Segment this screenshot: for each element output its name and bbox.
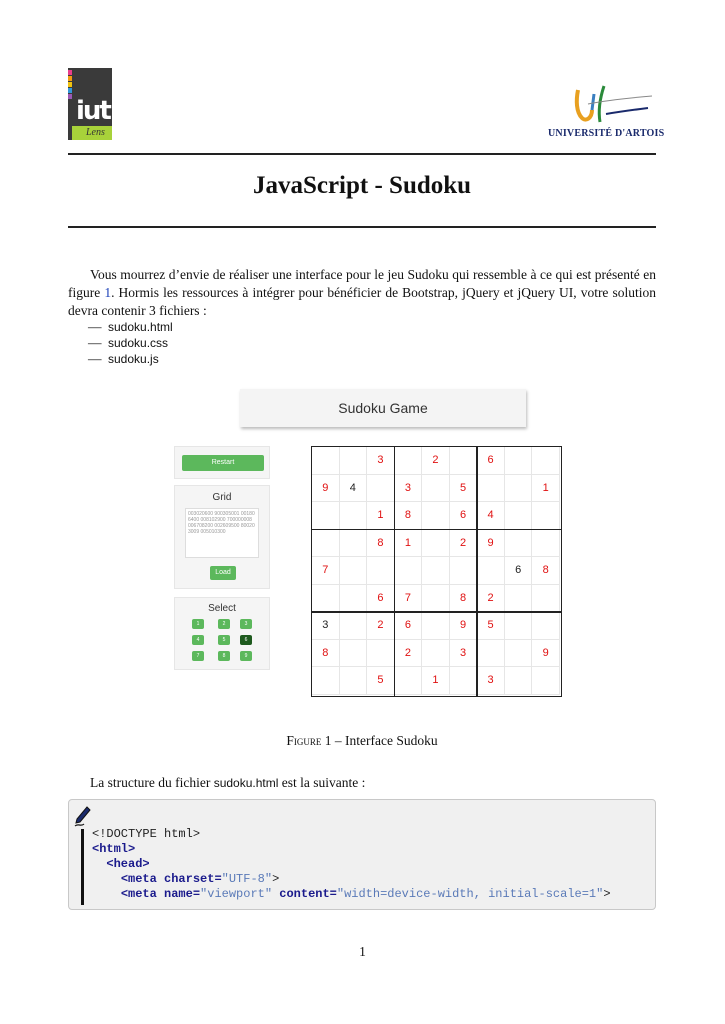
sudoku-cell[interactable]: 1	[532, 475, 560, 503]
sudoku-board	[311, 446, 562, 697]
file-name: sudoku.html	[213, 776, 279, 790]
sudoku-cell[interactable]	[450, 557, 478, 585]
sudoku-cell[interactable]: 3	[367, 447, 395, 475]
select-panel	[174, 597, 270, 670]
code-line	[92, 827, 200, 842]
sudoku-cell[interactable]	[422, 640, 450, 668]
sudoku-cell[interactable]	[505, 585, 533, 613]
sudoku-cell[interactable]	[477, 557, 505, 585]
logo-stripe	[68, 88, 72, 93]
sudoku-cell[interactable]: 5	[477, 612, 505, 640]
sudoku-cell[interactable]	[532, 530, 560, 558]
sudoku-cell[interactable]	[532, 585, 560, 613]
header-rule	[68, 153, 656, 155]
page-number: 1	[359, 944, 366, 959]
sudoku-cell[interactable]	[505, 475, 533, 503]
sudoku-cell[interactable]: 9	[312, 475, 340, 503]
structure-text: La structure du fichier	[90, 775, 214, 790]
number-button-5[interactable]: 5	[218, 635, 230, 645]
select-panel-title: Select	[208, 603, 236, 614]
file-name: sudoku.js	[108, 352, 159, 366]
sudoku-cell[interactable]: 6	[367, 585, 395, 613]
sudoku-cell[interactable]	[340, 585, 368, 613]
number-button-4[interactable]: 4	[192, 635, 204, 645]
restart-panel	[174, 446, 270, 479]
sudoku-cell[interactable]	[367, 557, 395, 585]
sudoku-cell[interactable]: 6	[505, 557, 533, 585]
box-divider	[476, 447, 478, 696]
sudoku-cell[interactable]	[422, 585, 450, 613]
sudoku-cell[interactable]	[395, 447, 423, 475]
code-value: "viewport"	[200, 887, 273, 901]
sudoku-cell[interactable]: 8	[395, 502, 423, 530]
sudoku-cell[interactable]	[395, 557, 423, 585]
sudoku-cell[interactable]: 4	[340, 475, 368, 503]
grid-panel-title: Grid	[212, 492, 232, 503]
intro-paragraph	[68, 266, 656, 320]
number-button-2[interactable]: 2	[218, 619, 230, 629]
sudoku-cell[interactable]: 9	[450, 612, 478, 640]
number-button-3[interactable]: 3	[240, 619, 252, 629]
sudoku-cell[interactable]	[312, 667, 340, 695]
pen-icon	[73, 806, 91, 828]
sudoku-cell[interactable]: 8	[312, 640, 340, 668]
code-attr: content=	[272, 887, 337, 901]
sudoku-cell[interactable]: 3	[450, 640, 478, 668]
sudoku-cell[interactable]: 3	[477, 667, 505, 695]
sudoku-cell[interactable]: 2	[395, 640, 423, 668]
sudoku-cell[interactable]: 7	[312, 557, 340, 585]
sudoku-cell[interactable]	[340, 530, 368, 558]
sudoku-cell[interactable]: 9	[532, 640, 560, 668]
page-title: JavaScript - Sudoku	[252, 172, 472, 199]
grid-textarea[interactable]: 003020600 900305001 001806400 008102900 700000008 006708200 002609500 800203009 005010300	[185, 508, 259, 558]
sudoku-cell[interactable]	[367, 640, 395, 668]
load-button[interactable]: Load	[210, 566, 236, 580]
caption-separator: –	[331, 733, 346, 748]
sudoku-cell[interactable]	[340, 557, 368, 585]
sudoku-cell[interactable]	[340, 447, 368, 475]
number-button-9[interactable]: 9	[240, 651, 252, 661]
caption-text: Interface Sudoku	[345, 733, 438, 748]
sudoku-cell[interactable]: 3	[312, 612, 340, 640]
intro-text: Vous mourrez d’envie de réaliser une interface pour le jeu Sudoku qui ressemble à ce qui est présenté en figure	[68, 267, 656, 300]
code-value: "UTF-8"	[221, 872, 273, 886]
code-tag-close: >	[272, 872, 280, 886]
code-line	[92, 857, 150, 872]
sudoku-cell[interactable]	[340, 502, 368, 530]
number-button-6[interactable]: 6	[240, 635, 252, 645]
sudoku-cell[interactable]	[505, 667, 533, 695]
box-divider	[394, 447, 396, 696]
sudoku-cell[interactable]	[505, 502, 533, 530]
sudoku-cell[interactable]	[505, 640, 533, 668]
sudoku-cell[interactable]: 6	[450, 502, 478, 530]
code-line	[92, 887, 611, 902]
logo-stripe	[68, 70, 72, 75]
sudoku-cell[interactable]	[505, 447, 533, 475]
code-margin-bar	[81, 829, 84, 905]
code-tag-close: >	[603, 887, 611, 901]
sudoku-cell[interactable]: 4	[477, 502, 505, 530]
restart-button[interactable]: Restart	[182, 455, 264, 471]
code-doctype: <!DOCTYPE html>	[92, 827, 201, 841]
iut-logo-subtext: Lens	[72, 126, 112, 140]
sudoku-cell[interactable]: 8	[450, 585, 478, 613]
code-value: "width=device-width, initial-scale=1"	[336, 887, 604, 901]
sudoku-cell[interactable]	[422, 612, 450, 640]
sudoku-cell[interactable]	[422, 502, 450, 530]
sudoku-cell[interactable]: 1	[422, 667, 450, 695]
title-rule	[68, 226, 656, 228]
code-tag: <meta	[120, 872, 165, 886]
sudoku-cell[interactable]	[340, 640, 368, 668]
sudoku-cell[interactable]	[532, 447, 560, 475]
list-dash: —	[88, 351, 102, 366]
sudoku-cell[interactable]	[395, 667, 423, 695]
code-attr: charset=	[164, 872, 222, 886]
list-dash: —	[88, 319, 102, 334]
sudoku-cell[interactable]	[532, 612, 560, 640]
file-name: sudoku.css	[108, 336, 169, 350]
sudoku-cell[interactable]: 6	[395, 612, 423, 640]
file-name: sudoku.html	[108, 320, 173, 334]
figure-link[interactable]: 1	[104, 285, 112, 300]
sudoku-cell[interactable]	[312, 447, 340, 475]
sudoku-cell[interactable]: 5	[367, 667, 395, 695]
sudoku-cell[interactable]: 9	[477, 530, 505, 558]
logo-stripe	[68, 76, 72, 81]
list-item	[88, 350, 159, 368]
sudoku-cell[interactable]	[450, 667, 478, 695]
game-title: Sudoku Game	[240, 389, 526, 427]
sudoku-cell[interactable]: 1	[395, 530, 423, 558]
sudoku-cell[interactable]	[422, 530, 450, 558]
structure-paragraph	[90, 775, 365, 791]
sudoku-cell[interactable]	[505, 530, 533, 558]
sudoku-cell[interactable]	[505, 612, 533, 640]
logo-stripe	[68, 82, 72, 87]
structure-text: est la suivante :	[278, 775, 366, 790]
sudoku-cell[interactable]: 2	[422, 447, 450, 475]
sudoku-cell[interactable]: 5	[450, 475, 478, 503]
sudoku-cell[interactable]	[367, 475, 395, 503]
sudoku-cell[interactable]: 7	[395, 585, 423, 613]
university-name: UNIVERSITÉ D'ARTOIS	[548, 128, 665, 139]
code-attr: name=	[164, 887, 201, 901]
list-dash: —	[88, 335, 102, 350]
code-line	[92, 842, 135, 857]
university-emblem-icon	[548, 84, 658, 128]
sudoku-cell[interactable]	[312, 530, 340, 558]
code-tag: <html>	[92, 842, 136, 856]
box-divider	[312, 529, 561, 531]
sudoku-cell[interactable]: 2	[367, 612, 395, 640]
sudoku-cell[interactable]: 6	[477, 447, 505, 475]
caption-label: Figure 1	[286, 733, 332, 748]
sudoku-cell[interactable]	[477, 475, 505, 503]
sudoku-cell[interactable]: 1	[367, 502, 395, 530]
iut-logo	[68, 68, 112, 140]
code-tag: <meta	[120, 887, 165, 901]
number-button-1[interactable]: 1	[192, 619, 204, 629]
code-line	[92, 872, 279, 887]
code-tag: <head>	[106, 857, 150, 871]
sudoku-cell[interactable]	[532, 667, 560, 695]
grid-panel	[174, 485, 270, 589]
box-divider	[312, 611, 561, 613]
intro-text: . Hormis les ressources à intégrer pour bénéficier de Bootstrap, jQuery et jQuery UI, votre solution devra contenir 3 fichiers :	[68, 285, 656, 318]
sudoku-cell[interactable]	[422, 475, 450, 503]
sudoku-cell[interactable]	[340, 667, 368, 695]
sudoku-cell[interactable]: 8	[367, 530, 395, 558]
sudoku-cell[interactable]	[450, 447, 478, 475]
number-button-8[interactable]: 8	[218, 651, 230, 661]
logo-stripe	[68, 94, 72, 99]
sudoku-cell[interactable]	[312, 585, 340, 613]
sudoku-cell[interactable]: 2	[450, 530, 478, 558]
number-button-7[interactable]: 7	[192, 651, 204, 661]
sudoku-cell[interactable]: 8	[532, 557, 560, 585]
university-logo	[548, 84, 665, 144]
sudoku-cell[interactable]: 3	[395, 475, 423, 503]
sudoku-cell[interactable]	[477, 640, 505, 668]
iut-logo-text: iut	[76, 96, 110, 126]
sudoku-cell[interactable]	[532, 502, 560, 530]
sudoku-cell[interactable]: 2	[477, 585, 505, 613]
figure-caption	[68, 733, 656, 749]
sudoku-cell[interactable]	[340, 612, 368, 640]
sudoku-cell[interactable]	[422, 557, 450, 585]
sudoku-cell[interactable]	[312, 502, 340, 530]
